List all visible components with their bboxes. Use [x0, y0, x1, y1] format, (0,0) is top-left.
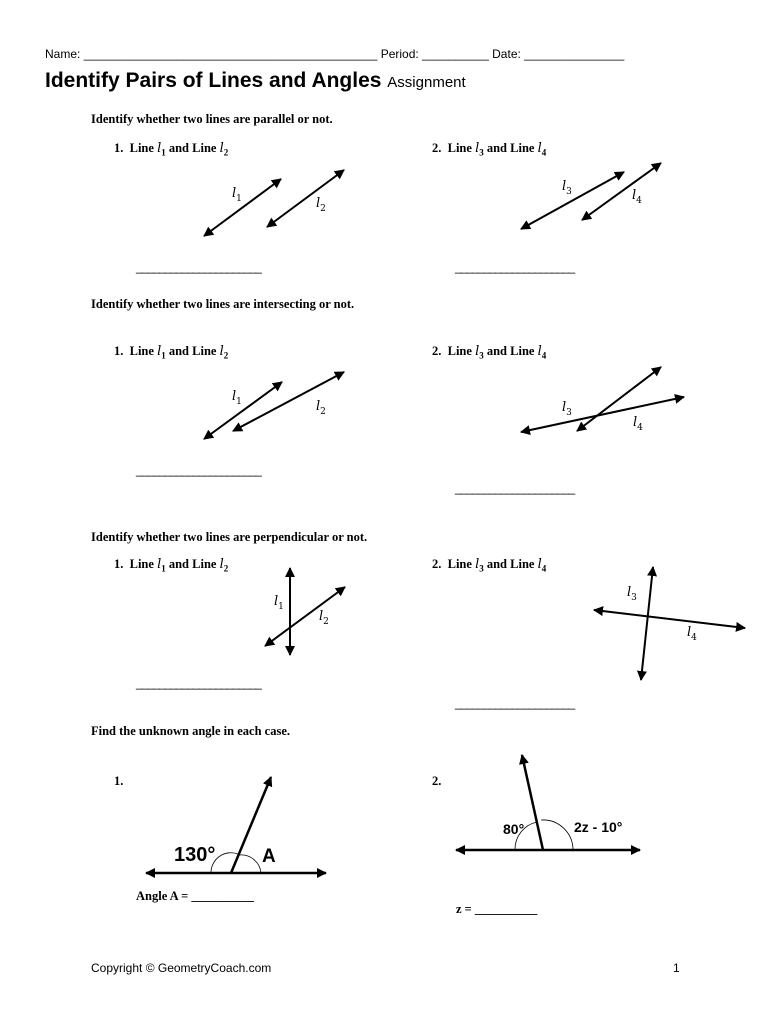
line-symbol: l — [157, 141, 162, 156]
line-symbol: l — [157, 344, 162, 359]
line-l2 — [267, 170, 344, 227]
q-text: Line — [447, 344, 472, 358]
angles-instruction: Find the unknown angle in each case. — [91, 724, 290, 738]
line-l3 — [577, 367, 661, 431]
angle-130-label: 130° — [174, 844, 216, 866]
label-l3: $l_3$ — [627, 585, 637, 603]
line-subscript: 1 — [161, 147, 166, 158]
label-l1: $l_1$ — [274, 594, 284, 612]
answer-blank[interactable]: _____________________ — [455, 696, 575, 710]
q-text: Line — [129, 344, 154, 358]
line-l4 — [521, 397, 684, 432]
angles-q2-number: 2. — [432, 774, 442, 788]
line-symbol: l — [475, 557, 480, 572]
line-subscript: 2 — [223, 147, 229, 158]
line-subscript: 3 — [479, 350, 484, 361]
answer-blank[interactable]: _____________________ — [455, 260, 575, 274]
line-symbol: l — [219, 557, 224, 572]
date-line: _______________ — [524, 47, 625, 61]
line-l4 — [582, 163, 661, 220]
line-symbol: l — [537, 141, 542, 156]
subtitle-text: Assignment — [387, 74, 466, 91]
line-l4 — [594, 610, 745, 628]
line-subscript: 4 — [541, 563, 547, 574]
date-label: Date: — [492, 47, 525, 61]
ray — [522, 755, 543, 850]
intersecting-figure-2 — [521, 367, 684, 432]
line-subscript: 2 — [223, 350, 229, 361]
line-symbol: l — [475, 344, 480, 359]
label-l4: $l_4$ — [633, 415, 643, 433]
label-l3: $l_3$ — [562, 400, 572, 418]
label-l2: $l_2$ — [316, 196, 326, 214]
angle-arc-2z — [541, 820, 573, 850]
q-text: and Line — [168, 557, 217, 571]
q-text: and Line — [486, 344, 535, 358]
q-number: 1. — [114, 141, 124, 155]
intersecting-figure-1 — [204, 372, 344, 439]
perpendicular-instruction: Identify whether two lines are perpendicular or not. — [91, 530, 368, 544]
page-number: 1 — [673, 961, 680, 975]
line-symbol: l — [537, 344, 542, 359]
period-label: Period: — [380, 47, 423, 61]
q-text: Line — [447, 557, 472, 571]
answer-label: z = — [456, 902, 475, 916]
line-subscript: 1 — [161, 563, 166, 574]
q-text: and Line — [168, 141, 217, 155]
line-subscript: 4 — [541, 147, 547, 158]
line-symbol: l — [537, 557, 542, 572]
q-number: 1. — [114, 557, 124, 571]
answer-blank[interactable]: ______________________ — [136, 463, 261, 477]
name-label: Name: — [45, 47, 84, 61]
label-l1: $l_1$ — [232, 389, 242, 407]
answer-blank[interactable]: ______________________ — [136, 676, 261, 690]
angles-q1-number: 1. — [114, 774, 124, 788]
angle-figure-2 — [456, 755, 640, 850]
line-symbol: l — [157, 557, 162, 572]
q-text: and Line — [486, 557, 535, 571]
label-l4: $l_4$ — [687, 625, 697, 643]
q-text: and Line — [486, 141, 535, 155]
period-line: __________ — [422, 47, 489, 61]
line-symbol: l — [219, 344, 224, 359]
label-l4: $l_4$ — [632, 188, 642, 206]
perpendicular-figure-1 — [265, 568, 345, 655]
angle-80-label: 80° — [503, 821, 525, 837]
line-l1 — [204, 179, 281, 236]
label-l2: $l_2$ — [319, 609, 329, 627]
answer-blank[interactable]: _____________________ — [455, 481, 575, 495]
line-subscript: 3 — [479, 147, 484, 158]
q-text: Line — [129, 141, 154, 155]
perpendicular-figure-2 — [594, 567, 745, 680]
line-subscript: 4 — [541, 350, 547, 361]
angle-2z-label: 2z - 10° — [574, 819, 623, 835]
q-number: 2. — [432, 344, 442, 358]
line-l2 — [233, 372, 344, 431]
answer-label: Angle A = — [136, 889, 192, 903]
parallel-figure-1 — [204, 170, 344, 236]
label-l3: $l_3$ — [562, 179, 572, 197]
line-subscript: 3 — [479, 563, 484, 574]
parallel-instruction: Identify whether two lines are parallel or not. — [91, 112, 333, 126]
line-symbol: l — [219, 141, 224, 156]
title-text: Identify Pairs of Lines and Angles — [45, 69, 382, 92]
q-number: 2. — [432, 557, 442, 571]
q-text: Line — [129, 557, 154, 571]
answer-blank[interactable]: ______________________ — [136, 260, 261, 274]
copyright: Copyright © GeometryCoach.com — [91, 961, 272, 975]
q-text: Line — [447, 141, 472, 155]
answer-blank[interactable]: __________ — [474, 902, 538, 916]
q-number: 2. — [432, 141, 442, 155]
q-text: and Line — [168, 344, 217, 358]
line-l3 — [641, 567, 653, 680]
answer-blank[interactable]: __________ — [191, 889, 254, 903]
angle-a-label: A — [262, 846, 276, 867]
q-number: 1. — [114, 344, 124, 358]
intersecting-instruction: Identify whether two lines are intersecting or not. — [91, 297, 355, 311]
label-l2: $l_2$ — [316, 399, 326, 417]
line-symbol: l — [475, 141, 480, 156]
angle-figure-1 — [146, 777, 326, 873]
label-l1: $l_1$ — [232, 186, 242, 204]
line-subscript: 2 — [223, 563, 229, 574]
angle-arc-a — [239, 855, 261, 873]
line-subscript: 1 — [161, 350, 166, 361]
name-line: ____________________________________________ — [83, 47, 378, 61]
